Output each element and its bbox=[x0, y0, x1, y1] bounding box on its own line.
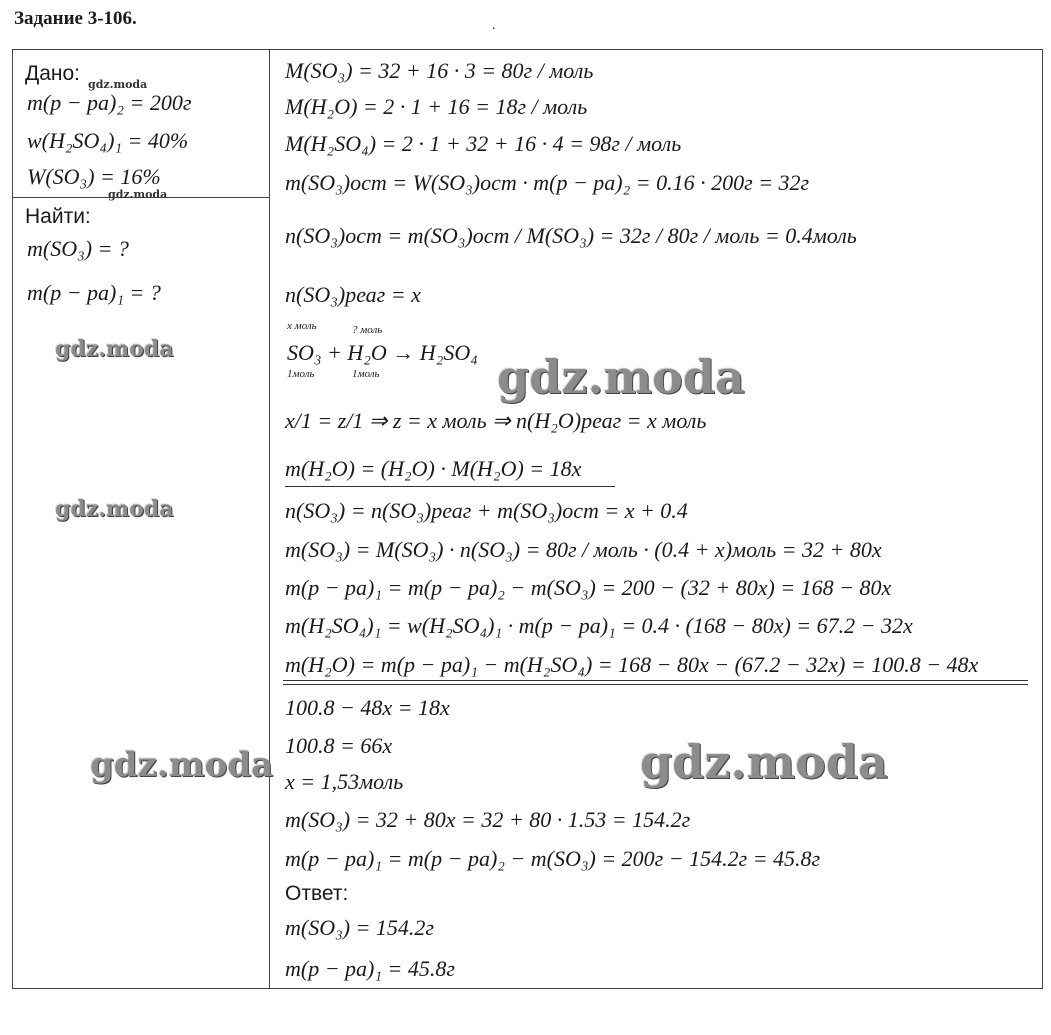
given-item: w(H₂SO₄)₁ = 40% bbox=[27, 128, 189, 153]
solution-line: M(H₂SO₄) = 2 · 1 + 32 + 16 · 4 = 98г / моль bbox=[285, 131, 682, 156]
solution-line: M(SO₃) = 32 + 16 · 3 = 80г / моль bbox=[285, 58, 594, 83]
solution-line: m(р − ра)₁ = m(р − ра)₂ − m(SO₃) = 200г − 154.2г = 45.8г bbox=[285, 846, 821, 871]
watermark: gdz.moda bbox=[55, 496, 174, 522]
given-item: W(SO₃) = 16% bbox=[27, 164, 161, 189]
solution-line: x/1 = z/1 ⇒ z = x моль ⇒ n(H₂O)реаг = x моль bbox=[285, 408, 707, 433]
watermark: gdz.moda bbox=[497, 350, 745, 404]
given-label: Дано: bbox=[25, 62, 81, 85]
reaction-label: x моль bbox=[287, 320, 317, 332]
double-underline bbox=[283, 684, 1028, 685]
answer-item: m(SO₃) = 154.2г bbox=[285, 915, 435, 940]
column-divider bbox=[269, 49, 270, 989]
solution-line: n(SO₃)ост = m(SO₃)ост / M(SO₃) = 32г / 80г / моль = 0.4моль bbox=[285, 223, 857, 248]
solution-line: m(SO₃) = M(SO₃) · n(SO₃) = 80г / моль · (0.4 + x)моль = 32 + 80x bbox=[285, 537, 882, 562]
solution-line: m(H₂O) = (H₂O) · M(H₂O) = 18x bbox=[285, 456, 582, 481]
solution-line: n(SO₃)реаг = x bbox=[285, 282, 421, 307]
solution-line: m(H₂SO₄)₁ = w(H₂SO₄)₁ · m(р − ра)₁ = 0.4 · (168 − 80x) = 67.2 − 32x bbox=[285, 613, 913, 638]
watermark: gdz.moda bbox=[55, 336, 174, 362]
reaction-label: 1моль bbox=[287, 368, 315, 380]
reaction-equation: SO₃ + H₂O → H₂SO₄ bbox=[287, 340, 478, 365]
solution-line: m(SO₃)ост = W(SO₃)ост · m(р − ра)₂ = 0.16 · 200г = 32г bbox=[285, 170, 810, 195]
find-label: Найти: bbox=[25, 205, 91, 228]
solution-line: n(SO₃) = n(SO₃)реаг + m(SO₃)ост = x + 0.4 bbox=[285, 498, 688, 523]
underline bbox=[285, 486, 615, 487]
task-title: Задание 3-106. bbox=[14, 8, 137, 29]
watermark: gdz.moda bbox=[640, 735, 888, 789]
double-underline bbox=[283, 680, 1028, 681]
solution-line: M(H₂O) = 2 · 1 + 16 = 18г / моль bbox=[285, 94, 588, 119]
solution-line: 100.8 − 48x = 18x bbox=[285, 695, 450, 720]
watermark-tiny: gdz.moda bbox=[88, 78, 148, 91]
solution-line: 100.8 = 66x bbox=[285, 733, 393, 758]
solution-line: m(SO₃) = 32 + 80x = 32 + 80 · 1.53 = 154.2г bbox=[285, 807, 691, 832]
watermark-tiny: gdz.moda bbox=[108, 188, 168, 201]
header-mark: . bbox=[492, 18, 496, 33]
solution-line: x = 1,53моль bbox=[285, 769, 404, 794]
answer-item: m(р − ра)₁ = 45.8г bbox=[285, 956, 455, 981]
solution-line: m(H₂O) = m(р − ра)₁ − m(H₂SO₄) = 168 − 80x − (67.2 − 32x) = 100.8 − 48x bbox=[285, 652, 979, 677]
find-item: m(р − ра)₁ = ? bbox=[27, 280, 161, 305]
reaction-label: ? моль bbox=[352, 324, 383, 336]
watermark: gdz.moda bbox=[90, 745, 274, 785]
answer-label: Ответ: bbox=[285, 882, 349, 905]
reaction-label: 1моль bbox=[352, 368, 380, 380]
find-item: m(SO₃) = ? bbox=[27, 236, 129, 261]
solution-line: m(р − ра)₁ = m(р − ра)₂ − m(SO₃) = 200 − (32 + 80x) = 168 − 80x bbox=[285, 575, 892, 600]
given-item: m(р − ра)₂ = 200г bbox=[27, 90, 192, 115]
